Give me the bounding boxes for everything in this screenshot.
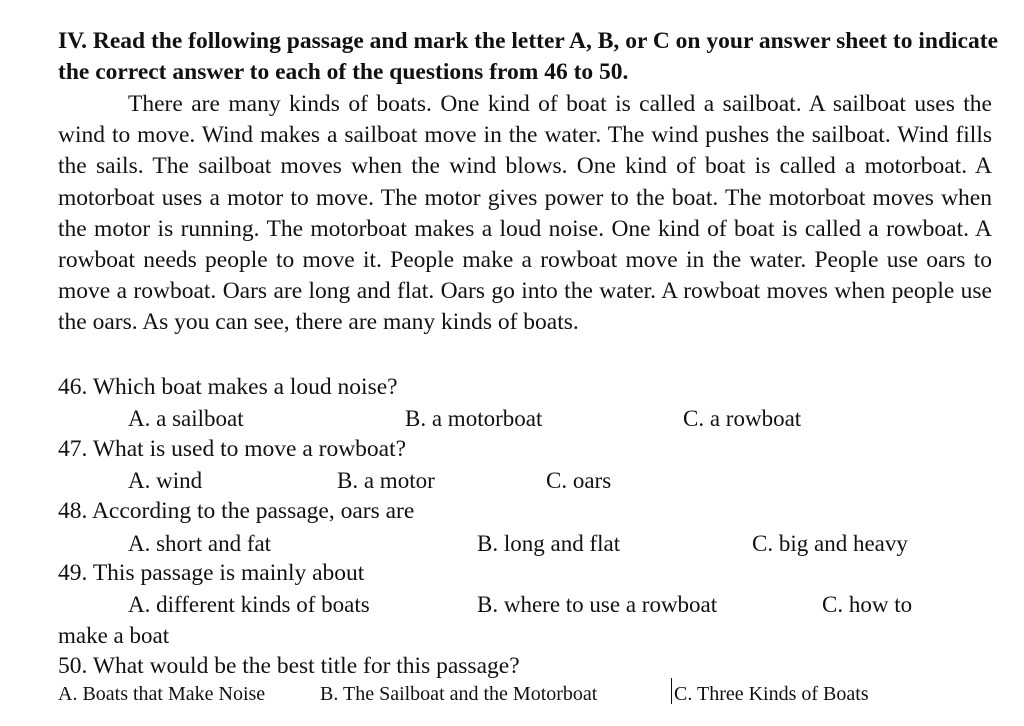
question-48-option-b: B. long and flat bbox=[477, 531, 621, 556]
question-48-option-c: C. big and heavy bbox=[752, 531, 908, 556]
question-46-option-a: A. a sailboat bbox=[128, 406, 244, 431]
question-47-option-c: C. oars bbox=[546, 468, 612, 493]
question-50-option-b: B. The Sailboat and the Motorboat bbox=[320, 683, 598, 705]
text-cursor bbox=[671, 678, 672, 704]
question-49-option-c: C. how to bbox=[822, 592, 913, 617]
question-46: 46. Which boat makes a loud noise? bbox=[58, 374, 398, 400]
question-46-option-c: C. a rowboat bbox=[683, 406, 802, 431]
question-47-option-b: B. a motor bbox=[337, 468, 435, 493]
question-48-option-a: A. short and fat bbox=[128, 531, 272, 556]
question-49: 49. This passage is mainly about bbox=[58, 560, 365, 586]
reading-passage: There are many kinds of boats. One kind of boat is called a sailboat. A sailboat uses the wind to move. Wind makes a sailboat move in the water. The wind pushes the sailboat. Wind fills the sails. The sailboat moves when the wind blows. One kind of boat is called a motorboat. A motorboat uses a motor to move. The motor gives power to the boat. The motorboat moves when the motor is running. The motorboat makes a loud noise. One kind of boat is called a rowboat. A rowboat needs people to move it. People make a rowboat move in the water. People use oars to move a rowboat. Oars are long and flat. Oars go into the water. A rowboat moves when people use the oars. As you can see, there are many kinds of boats. bbox=[58, 91, 992, 336]
question-50-option-c: C. Three Kinds of Boats bbox=[674, 683, 869, 705]
question-50: 50. What would be the best title for this passage? bbox=[58, 653, 520, 679]
question-49-option-b: B. where to use a rowboat bbox=[477, 592, 718, 617]
question-49-option-c-continuation: make a boat bbox=[58, 623, 170, 648]
question-50-option-a: A. Boats that Make Noise bbox=[58, 683, 266, 705]
question-48: 48. According to the passage, oars are bbox=[58, 498, 415, 524]
section-heading: IV. Read the following passage and mark the letter A, B, or C on your answer sheet to indicate the correct answer to each of the questions from 46 to 50. bbox=[58, 28, 998, 85]
question-47: 47. What is used to move a rowboat? bbox=[58, 436, 407, 462]
question-49-option-a: A. different kinds of boats bbox=[128, 592, 370, 617]
question-46-option-b: B. a motorboat bbox=[405, 406, 543, 431]
question-47-option-a: A. wind bbox=[128, 468, 203, 493]
